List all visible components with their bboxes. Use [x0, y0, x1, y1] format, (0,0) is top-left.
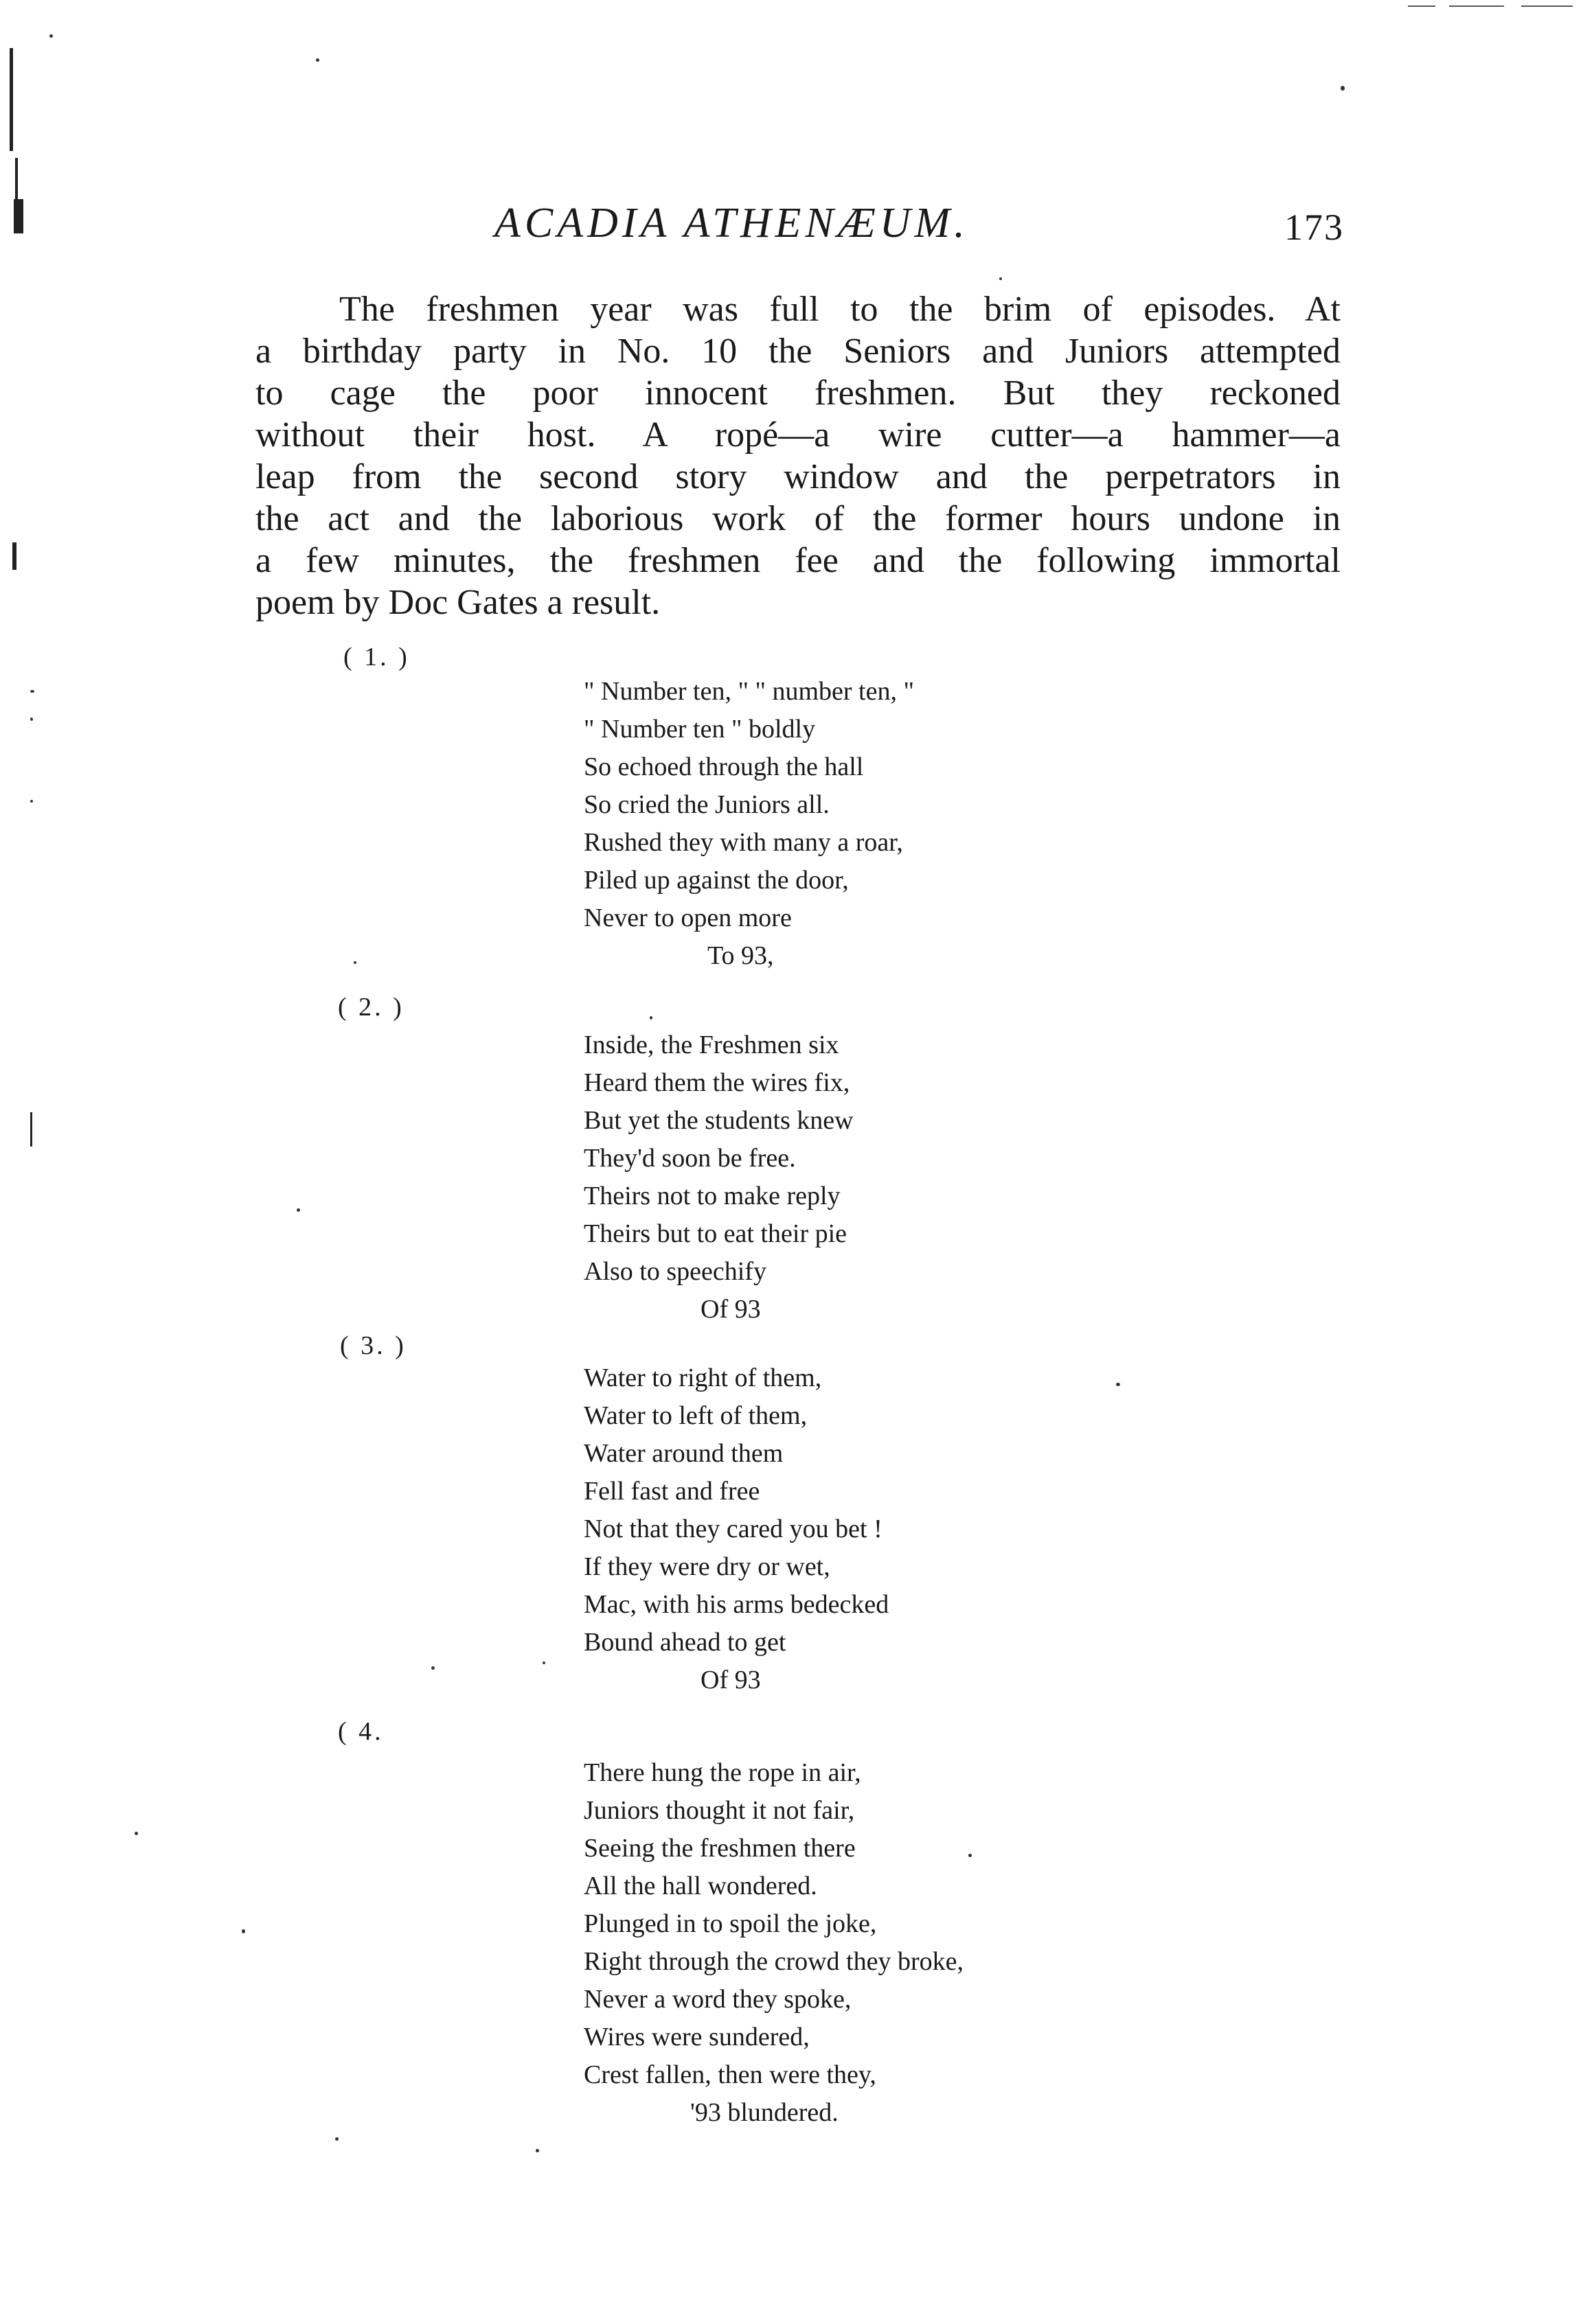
verse-line: Seeing the freshmen there	[584, 1834, 856, 1863]
verse-line: Water to right of them,	[584, 1364, 822, 1392]
intro-line: without their host. A ropé—a wire cutter—a hammer—a	[255, 415, 1341, 455]
verse-line: So cried the Juniors all.	[584, 790, 830, 819]
speck	[242, 1929, 245, 1933]
intro-line: The freshmen year was full to the brim of episodes. At	[339, 290, 1341, 329]
intro-line: a few minutes, the freshmen fee and the following immortal	[255, 541, 1341, 580]
stanza-number: ( 1. )	[343, 643, 410, 671]
speck	[30, 800, 33, 803]
speck	[135, 1832, 138, 1835]
speck	[49, 34, 53, 38]
verse-line: Theirs but to eat their pie	[584, 1219, 847, 1248]
binding-mark	[30, 1112, 32, 1147]
stanza-refrain: To 93,	[707, 941, 774, 970]
stanza-refrain: Of 93	[701, 1666, 761, 1694]
speck	[1116, 1383, 1120, 1386]
intro-line: poem by Doc Gates a result.	[255, 583, 661, 622]
scan-rule	[1449, 5, 1504, 7]
speck	[536, 2149, 539, 2152]
verse-line: Wires were sundered,	[584, 2023, 810, 2051]
verse-line: Water to left of them,	[584, 1401, 808, 1430]
speck	[543, 1661, 545, 1664]
stanza	[584, 1026, 854, 1328]
intro-line: a birthday party in No. 10 the Seniors and Juniors attempted	[255, 332, 1341, 371]
stanza-number: ( 4.	[338, 1717, 384, 1746]
running-title: ACADIA ATHENÆUM.	[494, 200, 969, 246]
verse-line: Water around them	[584, 1439, 784, 1468]
stanza-refrain: '93 blundered.	[690, 2098, 839, 2127]
binding-mark	[15, 158, 18, 199]
stanza	[584, 1359, 889, 1699]
verse-line: " Number ten " boldly	[584, 715, 816, 744]
speck	[968, 1854, 972, 1857]
verse-line: Never a word they spoke,	[584, 1985, 852, 2014]
speck	[30, 690, 34, 693]
verse-line: Never to open more	[584, 904, 792, 932]
intro-line: leap from the second story window and the perpetrators in	[255, 457, 1341, 496]
verse-line: Also to speechify	[584, 1257, 766, 1286]
speck	[999, 277, 1002, 280]
intro-paragraph	[255, 288, 1341, 623]
verse-line: Heard them the wires fix,	[584, 1068, 850, 1097]
speck	[431, 1666, 435, 1670]
verse-line: They'd soon be free.	[584, 1144, 796, 1173]
page-number: 173	[1284, 207, 1344, 248]
binding-mark	[14, 199, 23, 233]
stanza-number: ( 2. )	[338, 993, 405, 1022]
stanza-refrain: Of 93	[701, 1295, 761, 1324]
verse-line: Bound ahead to get	[584, 1628, 786, 1657]
verse-line: Mac, with his arms bedecked	[584, 1590, 889, 1619]
speck	[1341, 86, 1345, 91]
speck	[650, 1016, 652, 1020]
verse-line: So echoed through the hall	[584, 752, 864, 781]
speck	[316, 58, 319, 62]
intro-line: to cage the poor innocent freshmen. But they reckoned	[255, 373, 1341, 413]
scan-rule	[1408, 5, 1435, 7]
verse-line: Right through the crowd they broke,	[584, 1947, 964, 1976]
stanza-number: ( 3. )	[340, 1331, 407, 1360]
scan-rule	[1521, 5, 1573, 7]
verse-line: Rushed they with many a roar,	[584, 828, 903, 857]
verse-line: Not that they cared you bet !	[584, 1515, 882, 1543]
intro-line: the act and the laborious work of the former hours undone in	[255, 499, 1341, 538]
verse-line: Plunged in to spoil the joke,	[584, 1909, 877, 1938]
verse-line: Juniors thought it not fair,	[584, 1796, 855, 1825]
verse-line: There hung the rope in air,	[584, 1758, 861, 1787]
binding-mark	[10, 48, 13, 151]
verse-line: Inside, the Freshmen six	[584, 1031, 839, 1059]
speck	[30, 717, 33, 721]
verse-line: All the hall wondered.	[584, 1872, 817, 1900]
speck	[297, 1208, 300, 1212]
verse-line: But yet the students knew	[584, 1106, 854, 1135]
stanza	[584, 673, 914, 975]
speck	[335, 2137, 339, 2141]
verse-line: Crest fallen, then were they,	[584, 2060, 876, 2089]
verse-line: If they were dry or wet,	[584, 1552, 830, 1581]
speck	[354, 961, 356, 964]
verse-line: Piled up against the door,	[584, 866, 849, 895]
binding-mark	[12, 542, 16, 570]
verse-line: Fell fast and free	[584, 1477, 760, 1506]
verse-line: " Number ten, " " number ten, "	[584, 677, 914, 706]
stanza	[584, 1754, 964, 2132]
verse-line: Theirs not to make reply	[584, 1182, 841, 1210]
